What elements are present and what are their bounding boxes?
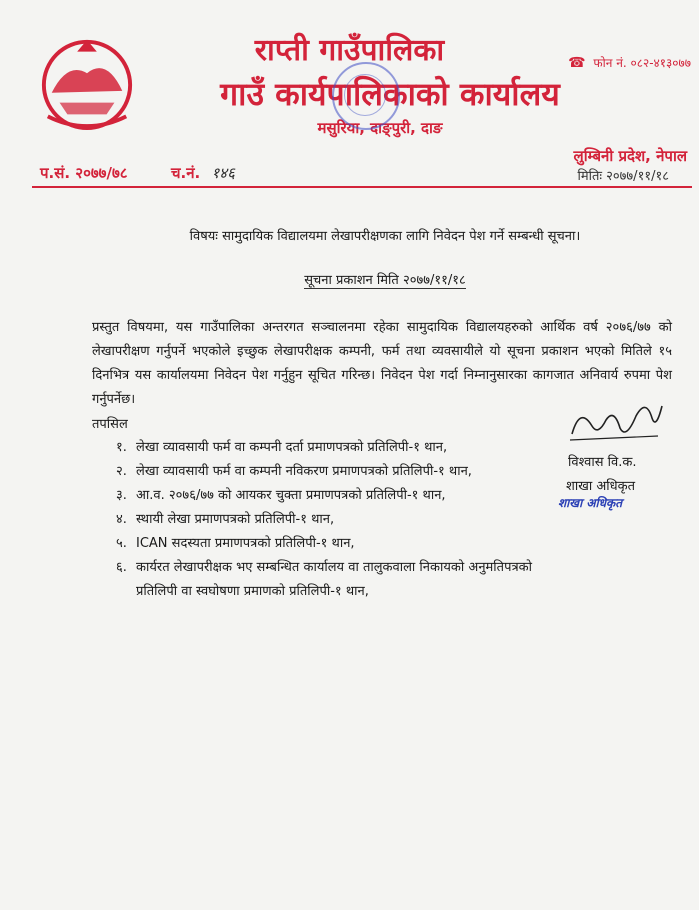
reference-number: प.सं. २०७७/७८ bbox=[40, 164, 128, 182]
signature bbox=[566, 396, 666, 450]
province-label: लुम्बिनी प्रदेश, नेपाल bbox=[573, 147, 687, 165]
list-item-number: ४. bbox=[116, 512, 127, 527]
notice-body: प्रस्तुत विषयमा, यस गाउँपालिका अन्तरगत सञ्चालनमा रहेका सामुदायिक विद्यालयहरुको आर्थिक वर्ष २०७६/७७ को लेखापरीक्षण गर्नुपर्ने भएकोले इच्छुक लेखापरीक्षक कम्पनी, फर्म तथा व्यवसायीले यो सूचना प्रकाशन भएको मितिले १५ दिनभित्र यस कार्यालयमा निवेदन पेश गर्नुहुन सूचित गरिन्छ। निवेदन पेश गर्दा निम्नानुसारका कागजात अनिवार्य रुपमा पेश गर्नुपर्नेछ। bbox=[92, 320, 672, 407]
list-item-number: ३. bbox=[116, 488, 127, 503]
signatory-stamp: शाखा अधिकृत bbox=[558, 496, 623, 510]
document-list bbox=[116, 436, 576, 604]
publication-date-text: सूचना प्रकाशन मिति २०७७/११/१८ bbox=[304, 273, 466, 288]
office-address: मसुरिया, दाङ्पुरी, दाङ bbox=[317, 119, 443, 137]
list-item-text: लेखा व्यावसायी फर्म वा कम्पनी दर्ता प्रमाणपत्रको प्रतिलिपी-१ थान, bbox=[136, 440, 448, 455]
dispatch-value: १४६ bbox=[211, 164, 235, 182]
letter-date: मितिः २०७७/११/१८ bbox=[577, 169, 669, 184]
list-item bbox=[116, 436, 576, 460]
signatory-name: विश्वास वि.क. bbox=[568, 455, 637, 470]
list-item-text: कार्यरत लेखापरीक्षक भए सम्बन्धित कार्यालय वा तालुकवाला निकायको अनुमतिपत्रको प्रतिलिपी वा स्वघोषणा प्रमाणको प्रतिलिपी-१ थान, bbox=[136, 560, 532, 599]
list-item-text: स्थायी लेखा प्रमाणपत्रको प्रतिलिपी-१ थान, bbox=[136, 512, 335, 527]
phone-icon: ☎ bbox=[568, 55, 586, 71]
list-item-number: ५. bbox=[116, 536, 127, 551]
list-item bbox=[116, 556, 576, 604]
details-heading: तपसिल bbox=[92, 417, 128, 432]
dispatch-label: च.नं. bbox=[171, 164, 201, 182]
list-item-text: लेखा व्यावसायी फर्म वा कम्पनी नविकरण प्रमाणपत्रको प्रतिलिपी-१ थान, bbox=[136, 464, 472, 479]
list-item bbox=[116, 508, 576, 532]
signatory-title: शाखा अधिकृत bbox=[566, 479, 636, 494]
list-item-text: आ.व. २०७६/७७ को आयकर चुक्ता प्रमाणपत्रको प्रतिलिपी-१ थान, bbox=[136, 488, 446, 503]
phone-text: फोन नं. ०८२-४१३०७७ bbox=[593, 56, 691, 70]
list-item-number: ६. bbox=[116, 560, 127, 575]
phone-number bbox=[568, 54, 691, 71]
publication-date bbox=[0, 270, 699, 288]
list-item-text: ICAN सदस्यता प्रमाणपत्रको प्रतिलिपी-१ थान, bbox=[136, 536, 355, 551]
office-name: गाउँ कार्यपालिकाको कार्यालय bbox=[220, 75, 560, 113]
list-item bbox=[116, 532, 576, 556]
list-item bbox=[116, 460, 576, 484]
list-item-number: २. bbox=[116, 464, 127, 479]
dispatch-number bbox=[171, 163, 235, 183]
list-item bbox=[116, 484, 576, 508]
list-item-number: १. bbox=[116, 440, 127, 455]
subject-line: विषयः सामुदायिक विद्यालयमा लेखापरीक्षणका लागि निवेदन पेश गर्ने सम्बन्धी सूचना। bbox=[189, 229, 581, 244]
office-seal-inner bbox=[344, 74, 386, 116]
municipality-name: राप्ती गाउँपालिका bbox=[254, 33, 445, 68]
header-divider bbox=[32, 186, 692, 188]
